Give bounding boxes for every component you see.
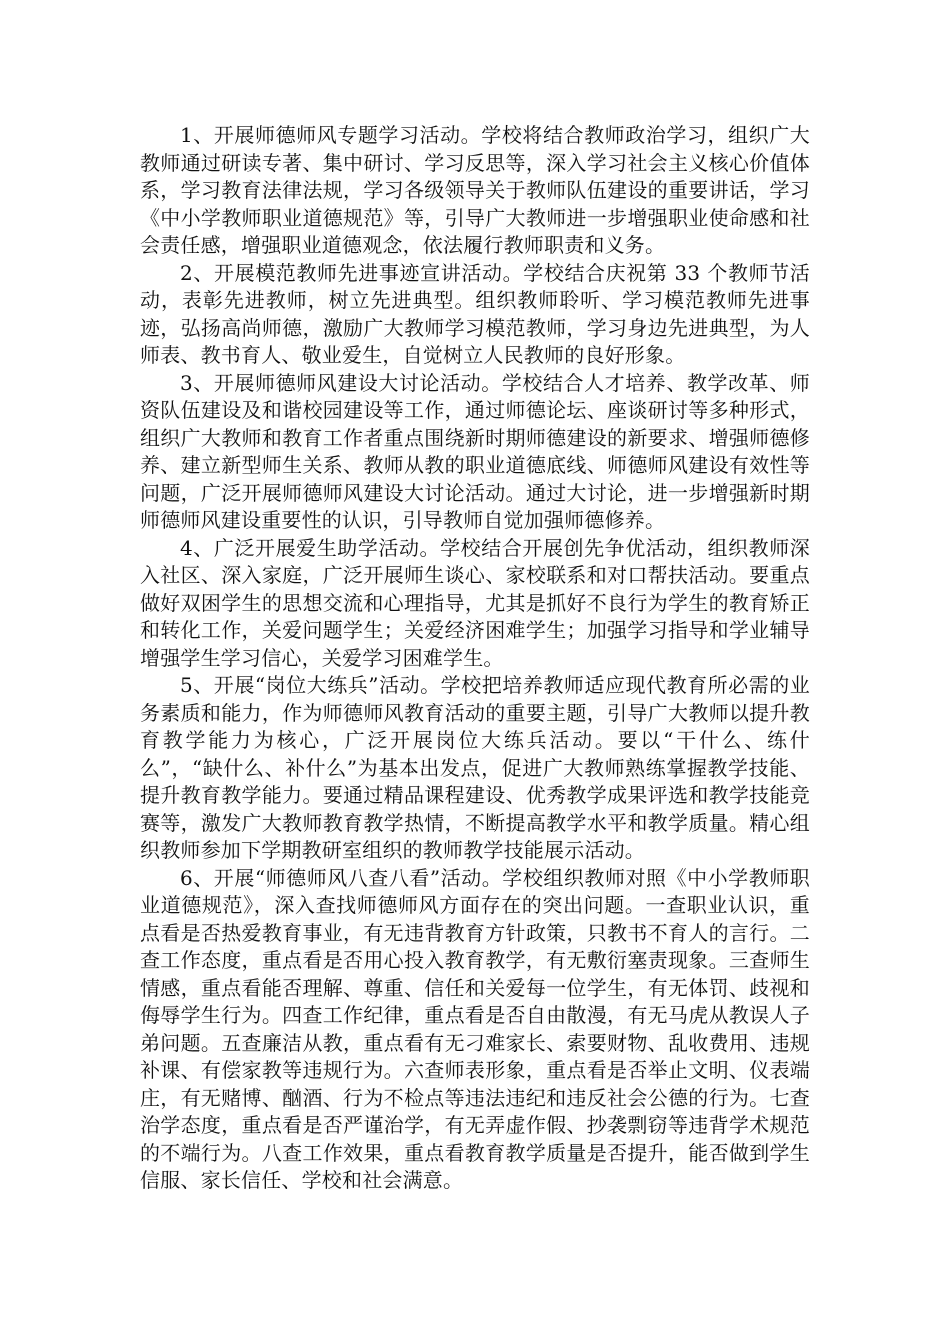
paragraph-6: 6、开展“师德师风八查八看”活动。学校组织教师对照《中小学教师职业道德规范》，深入查找师德师风方面存在的突出问题。一查职业认识，重点看是否热爱教育事业，有无违背教育方针政策，只教书不育人的言行。二查工作态度，重点看是否用心投入教育教学，有无敷衍塞责现象。三查师生情感，重点看能否理解、尊重、信任和关爱每一位学生，有无体罚、歧视和侮辱学生行为。四查工作纪律，重点看是否自由散漫，有无马虎从教误人子弟问题。五查廉洁从教，重点看有无刁难家长、索要财物、乱收费用、违规补课、有偿家教等违规行为。六查师表形象，重点看是否举止文明、仪表端庄，有无赌博、酗酒、行为不检点等违法违纪和违反社会公德的行为。七查治学态度，重点看是否严谨治学，有无弄虚作假、抄袭剽窃等违背学术规范的不端行为。八查工作效果，重点看教育教学质量是否提升，能否做到学生信服、家长信任、学校和社会满意。 [140, 865, 810, 1192]
document-body [140, 122, 810, 1195]
paragraph-1: 1、开展师德师风专题学习活动。学校将结合教师政治学习，组织广大教师通过研读专著、集中研讨、学习反思等，深入学习社会主义核心价值体系，学习教育法律法规，学习各级领导关于教师队伍建设的重要讲话，学习《中小学教师职业道德规范》等，引导广大教师进一步增强职业使命感和社会责任感，增强职业道德观念，依法履行教师职责和义务。 [140, 123, 810, 257]
paragraph-2: 2、开展模范教师先进事迹宣讲活动。学校结合庆祝第 33 个教师节活动，表彰先进教师，树立先进典型。组织教师聆听、学习模范教师先进事迹，弘扬高尚师德，激励广大教师学习模范教师，学习身边先进典型，为人师表、教书育人、敬业爱生，自觉树立人民教师的良好形象。 [140, 260, 810, 367]
paragraph-5: 5、开展“岗位大练兵”活动。学校把培养教师适应现代教育所必需的业务素质和能力，作为师德师风教育活动的重要主题，引导广大教师以提升教育教学能力为核心，广泛开展岗位大练兵活动。要以“干什么、练什么”，“缺什么、补什么”为基本出发点，促进广大教师熟练掌握教学技能、提升教育教学能力。要通过精品课程建设、优秀教学成果评选和教学技能竞赛等，激发广大教师教育教学热情，不断提高教学水平和教学质量。精心组织教师参加下学期教研室组织的教师教学技能展示活动。 [140, 673, 810, 862]
paragraph-3: 3、开展师德师风建设大讨论活动。学校结合人才培养、教学改革、师资队伍建设及和谐校园建设等工作，通过师德论坛、座谈研讨等多种形式，组织广大教师和教育工作者重点围绕新时期师德建设的新要求、增强师德修养、建立新型师生关系、教师从教的职业道德底线、师德师风建设有效性等问题，广泛开展师德师风建设大讨论活动。通过大讨论，进一步增强新时期师德师风建设重要性的认识，引导教师自觉加强师德修养。 [140, 370, 810, 532]
paragraph-4: 4、广泛开展爱生助学活动。学校结合开展创先争优活动，组织教师深入社区、深入家庭，广泛开展师生谈心、家校联系和对口帮扶活动。要重点做好双困学生的思想交流和心理指导，尤其是抓好不良行为学生的教育矫正和转化工作，关爱问题学生；关爱经济困难学生；加强学习指导和学业辅导增强学生学习信心，关爱学习困难学生。 [140, 535, 810, 670]
